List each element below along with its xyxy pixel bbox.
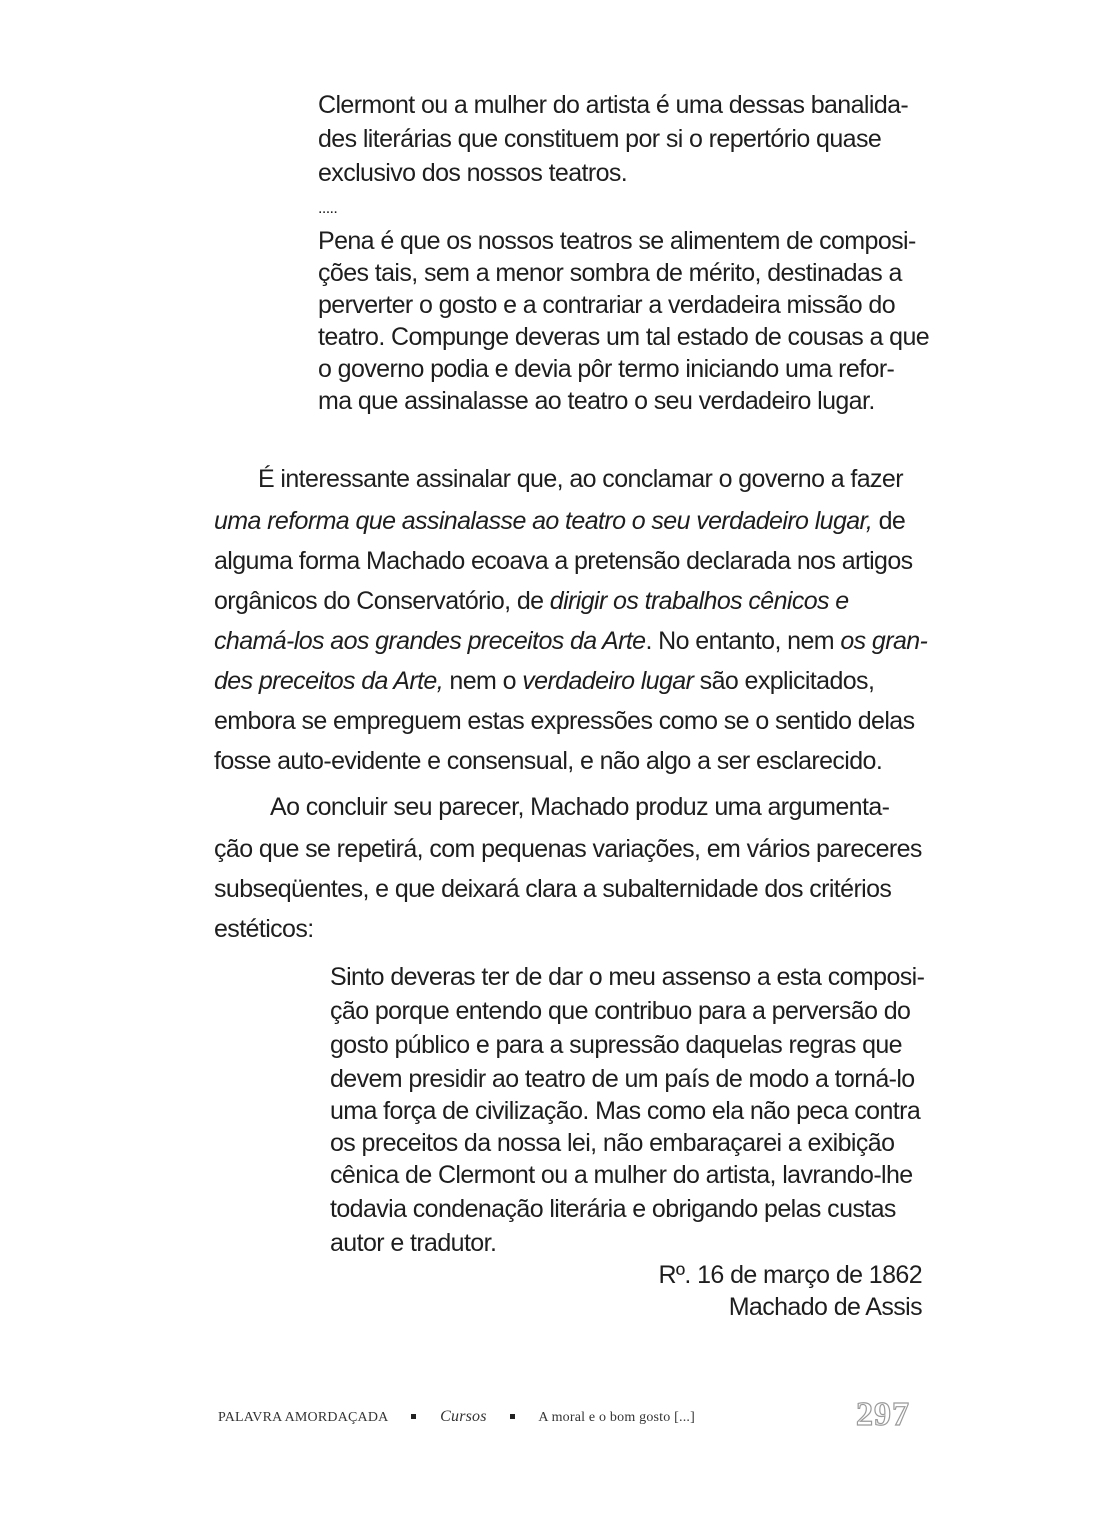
quote-line: exclusivo dos nossos teatros. <box>318 159 628 187</box>
quote-line: cênica de Clermont ou a mulher do artista, lavrando-lhe <box>330 1161 913 1189</box>
body-line <box>214 626 927 656</box>
body-line: É interessante assinalar que, ao conclamar o governo a fazer <box>258 465 903 493</box>
italic-phrase: dirigir os trabalhos cênicos e <box>549 587 849 615</box>
quote-line: gosto público e para a supressão daquelas regras que <box>330 1031 902 1059</box>
body-line: subseqüentes, e que deixará clara a subalternidade dos critérios <box>214 875 892 903</box>
quote-line: ção porque entendo que contribuo para a perversão do <box>330 997 911 1025</box>
page-number: 297 <box>856 1396 910 1433</box>
italic-phrase: os gran- <box>840 627 928 655</box>
quote-line: todavia condenação literária e obrigando pelas custas <box>330 1195 896 1223</box>
quote-line: des literárias que constituem por si o repertório quase <box>318 125 882 153</box>
bullet-separator <box>411 1414 416 1419</box>
italic-phrase: verdadeiro lugar <box>522 667 694 695</box>
quote-line: devem presidir ao teatro de um país de modo a torná-lo <box>330 1065 915 1093</box>
text-span: . No entanto, nem <box>645 627 841 655</box>
body-line: Ao concluir seu parecer, Machado produz uma argumenta- <box>270 793 890 821</box>
quote-line: ções tais, sem a menor sombra de mérito, destinadas a <box>318 259 902 287</box>
body-line <box>214 506 905 536</box>
body-line: estéticos: <box>214 915 314 943</box>
quote-signature: Machado de Assis <box>728 1293 922 1321</box>
italic-phrase: chamá-los aos grandes preceitos da Arte <box>214 627 646 655</box>
body-line <box>214 586 849 616</box>
italic-phrase: uma reforma que assinalasse ao teatro o seu verdadeiro lugar, <box>214 507 873 535</box>
body-line: alguma forma Machado ecoava a pretensão declarada nos artigos <box>214 547 913 575</box>
quote-line: Clermont ou a mulher do artista é uma dessas banalida- <box>318 91 909 119</box>
text-span: nem o <box>443 667 523 695</box>
book-title: PALAVRA AMORDAÇADA <box>218 1410 388 1425</box>
quote-line: autor e tradutor. <box>330 1229 497 1257</box>
quote-line: Sinto deveras ter de dar o meu assenso a esta composi- <box>330 963 925 991</box>
body-line: ção que se repetirá, com pequenas variações, em vários pareceres <box>214 835 922 863</box>
section-title: Cursos <box>440 1408 487 1425</box>
quote-line: teatro. Compunge deveras um tal estado de cousas a que <box>318 323 930 351</box>
text-span: de <box>872 507 906 535</box>
quote-line: perverter o gosto e a contrariar a verdadeira missão do <box>318 291 896 319</box>
body-line: embora se empreguem estas expressões como se o sentido delas <box>214 707 915 735</box>
italic-phrase: des preceitos da Arte, <box>214 667 444 695</box>
quote-line: Pena é que os nossos teatros se alimentem de composi- <box>318 227 916 255</box>
quote-line: uma força de civilização. Mas como ela não peca contra <box>330 1097 921 1125</box>
quote-line: o governo podia e devia pôr termo iniciando uma refor- <box>318 355 895 383</box>
quote-date: Rº. 16 de março de 1862 <box>658 1261 922 1289</box>
bullet-separator <box>510 1414 515 1419</box>
running-footer <box>218 1408 695 1426</box>
text-span: são explicitados, <box>693 667 875 695</box>
ellipsis: ..... <box>318 200 338 217</box>
text-span: orgânicos do Conservatório, de <box>214 587 550 615</box>
quote-line: os preceitos da nossa lei, não embaraçarei a exibição <box>330 1129 895 1157</box>
body-line: fosse auto-evidente e consensual, e não algo a ser esclarecido. <box>214 747 883 775</box>
quote-line: ma que assinalasse ao teatro o seu verdadeiro lugar. <box>318 387 875 415</box>
body-line <box>214 666 874 696</box>
chapter-title: A moral e o bom gosto [...] <box>538 1410 695 1425</box>
